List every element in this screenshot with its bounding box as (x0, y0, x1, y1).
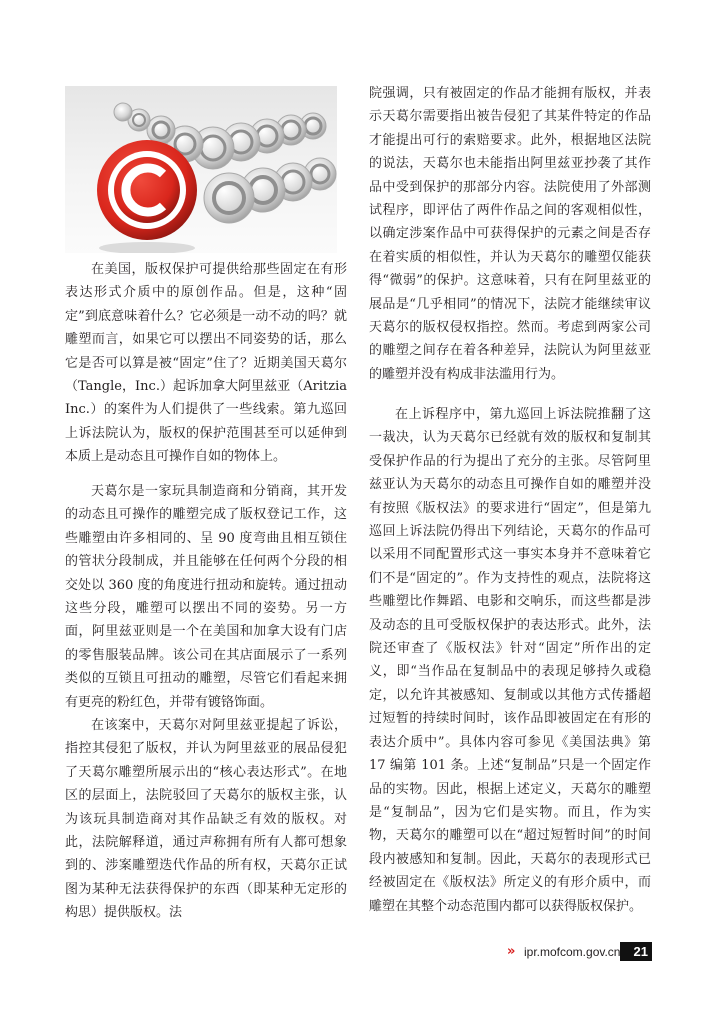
left-paragraph-3: 在该案中，天葛尔对阿里兹亚提起了诉讼，指控其侵犯了版权，并认为阿里兹亚的展品侵犯了天葛尔雕塑所展示出的“核心表达形式”。在地区的层面上，法院驳回了天葛尔的版权主张，认为该玩具制造商对其作品缺乏有效的版权。对此，法院解释道，通过声称拥有所有人都可想象到的、涉案雕塑迭代作品的所有权，天葛尔正试图为某种无法获得保护的东西（即某种无定形的构思）提供版权。法 (65, 718, 347, 921)
page-number: 21 (620, 942, 652, 961)
right-paragraph-2: 在上诉程序中，第九巡回上诉法院推翻了这一裁决，认为天葛尔已经就有效的版权和复制其受保护作品的行为提出了充分的主张。尽管阿里兹亚认为天葛尔的动态且可操作自如的雕塑并没有按照《版权法》的要求进行“固定”，但是第九巡回上诉法院仍得出下列结论，天葛尔的作品可以采用不同配置形式这一事实本身并不意味着它们不是“固定的”。作为支持性的观点，法院将这些雕塑比作舞蹈、电影和交响乐，而这些都是涉及动态的且可受版权保护的表达形式。此外，法院还审查了《版权法》针对“固定”所作出的定义，即“当作品在复制品中的表现足够持久或稳定，以允许其被感知、复制或以其他方式传播超过短暂的持续时间时，该作品即被固定在有形的表达介质中”。具体内容可参见《美国法典》第 17 编第 101 条。上述“复制品”只是一个固定作品的实物。因此，根据上述定义，天葛尔的雕塑是“复制品”，因为它们是实物。而且，作为实物，天葛尔的雕塑可以在“超过短暂时间”的时间段内被感知和复制。因此，天葛尔的表现形式已经被固定在《版权法》所定义的有形介质中，而雕塑在其整个动态范围内都可以获得版权保护。 (369, 407, 651, 914)
left-paragraph-2: 天葛尔是一家玩具制造商和分销商，其开发的动态且可操作的雕塑完成了版权登记工作，这些雕塑由许多相同的、呈 90 度弯曲且相互锁住的管状分段制成，并且能够在任何两个分段的相交处以 360 度的角度进行扭动和旋转。通过扭动这些分段，雕塑可以摆出不同的姿势。另一方面，阿里兹亚则是一个在美国和加拿大设有门店的零售服装品牌。该公司在其店面展示了一系列类似的互锁且可扭动的雕塑，尽管它们看起来拥有更亮的粉红色，并带有镀铬饰面。 (65, 484, 347, 710)
red-copyright-icon (97, 140, 197, 253)
right-paragraph-1: 院强调，只有被固定的作品才能拥有版权，并表示天葛尔需要指出被告侵犯了其某件特定的作品才能提出可行的索赔要求。此外，根据地区法院的说法，天葛尔也未能指出阿里兹亚抄袭了其作品中受到保护的那部分内容。法院使用了外部测试程序，即评估了两件作品之间的客观相似性，以确定涉案作品中可获得保护的元素之间是否存在着实质的相似性，并认为天葛尔的雕塑仅能获得“微弱”的保护。这意味着，只有在阿里兹亚的展品是“几乎相同”的情况下，法院才能继续审议天葛尔的版权侵权指控。然而。考虑到两家公司的雕塑之间存在着各种差异，法院认为阿里兹亚的雕塑并没有构成非法滥用行为。 (369, 86, 651, 382)
left-paragraph-1: 在美国，版权保护可提供给那些固定在有形表达形式介质中的原创作品。但是，这种“固定”到底意味着什么？它必须是一动不动的吗？就雕塑而言，如果它可以摆出不同姿势的话，那么它是否可以算是被“固定”住了？近期美国天葛尔（Tangle，Inc.）起诉加拿大阿里兹亚（Aritzia Inc.）的案件为人们提供了一些线索。第九巡回上诉法院认为，版权的保护范围甚至可以延伸到本质上是动态且可操作自如的物体上。 (65, 262, 347, 465)
copyright-photo (65, 86, 337, 253)
website-link[interactable]: ipr.mofcom.gov.cn (524, 945, 621, 959)
double-chevron-icon: » (507, 944, 516, 959)
page-footer (0, 940, 715, 966)
copyright-symbols-illustration (65, 86, 337, 253)
